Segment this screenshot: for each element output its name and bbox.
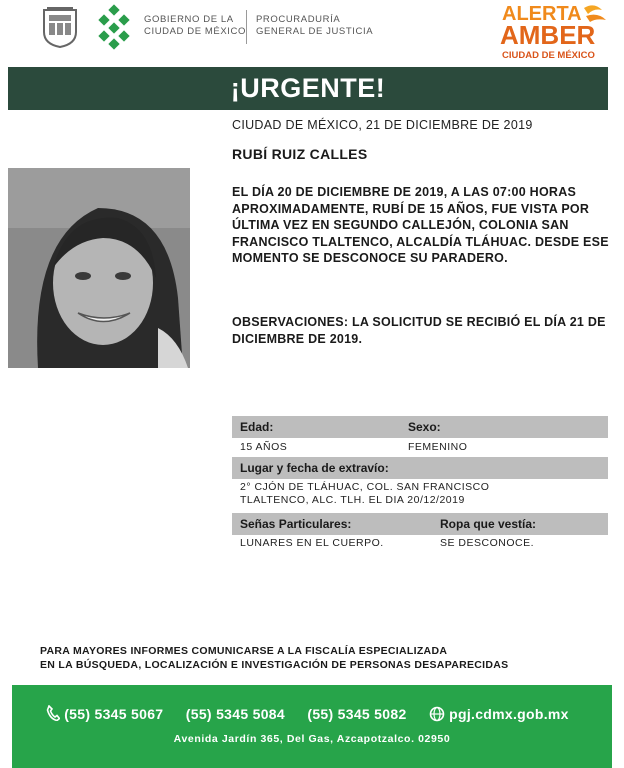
phone-number-2[interactable]: (55) 5345 5084 xyxy=(185,706,285,722)
phone-icon xyxy=(46,705,60,724)
place-line-1: 2° CJÓN DE TLÁHUAC, COL. SAN FRANCISCO xyxy=(240,481,490,493)
urgent-banner: ¡URGENTE! xyxy=(8,67,608,110)
sex-label: Sexo: xyxy=(408,420,441,434)
website-link[interactable]: pgj.cdmx.gob.mx xyxy=(449,706,569,722)
marks-clothes-header-bar xyxy=(232,513,608,535)
place-line-2: TLALTENCO, ALC. TLH. EL DIA 20/12/2019 xyxy=(240,494,465,506)
phone-row xyxy=(46,705,569,725)
age-value: 15 AÑOS xyxy=(240,441,288,453)
marks-label: Señas Particulares: xyxy=(240,517,352,531)
missing-person-photo xyxy=(8,168,190,368)
phone-number-3[interactable]: (55) 5345 5082 xyxy=(307,706,407,722)
age-sex-header-bar xyxy=(232,416,608,438)
contact-footer xyxy=(12,685,612,768)
sex-value: FEMENINO xyxy=(408,441,468,453)
clothes-label: Ropa que vestía: xyxy=(440,517,537,531)
observations: OBSERVACIONES: LA SOLICITUD SE RECIBIÓ EL DÍA 21 DE DICIEMBRE DE 2019. xyxy=(232,315,606,346)
contact-note: PARA MAYORES INFORMES COMUNICARSE A LA FISCALÍA ESPECIALIZADA EN LA BÚSQUEDA, LOCALIZACIÓN E INVESTIGACIÓN DE PERSONAS DESAPARECIDAS xyxy=(40,645,509,671)
marks-value: LUNARES EN EL CUERPO. xyxy=(240,537,384,549)
alerta-amber-logo xyxy=(498,0,608,64)
amber-logo-line1: ALERTA xyxy=(502,3,582,25)
amber-logo-line2: AMBER xyxy=(500,20,596,50)
alert-date: CIUDAD DE MÉXICO, 21 DE DICIEMBRE DE 2019 xyxy=(232,118,533,132)
globe-icon xyxy=(429,706,445,725)
missing-person-name: RUBÍ RUIZ CALLES xyxy=(232,146,368,162)
clothes-value: SE DESCONOCE. xyxy=(440,537,535,549)
header-divider xyxy=(246,10,247,44)
incident-description: EL DÍA 20 DE DICIEMBRE DE 2019, A LAS 07:00 HORAS APROXIMADAMENTE, RUBÍ DE 15 AÑOS, FUE VISTA POR ÚLTIMA VEZ EN SEGUNDO CALLEJÓN, COLONIA SAN FRANCISCO TLALTENCO, ALCALDÍA TLÁHUAC. DESDE ESE MOMENTO SE DESCONOCE SU PARADERO. xyxy=(232,185,609,265)
office-address: Avenida Jardín 365, Del Gas, Azcapotzalco. 02950 xyxy=(173,733,451,745)
cdmx-logo xyxy=(92,4,136,50)
amber-logo-line3: CIUDAD DE MÉXICO xyxy=(502,50,595,61)
cdmx-coat-of-arms-logo xyxy=(40,6,80,48)
government-name: GOBIERNO DE LA CIUDAD DE MÉXICO xyxy=(144,14,246,37)
phone-number-1[interactable]: (55) 5345 5067 xyxy=(64,706,164,722)
place-label: Lugar y fecha de extravío: xyxy=(240,461,389,475)
age-label: Edad: xyxy=(240,420,274,434)
procuraduria-name: PROCURADURÍA GENERAL DE JUSTICIA xyxy=(256,14,374,37)
place-header-bar xyxy=(232,457,608,479)
